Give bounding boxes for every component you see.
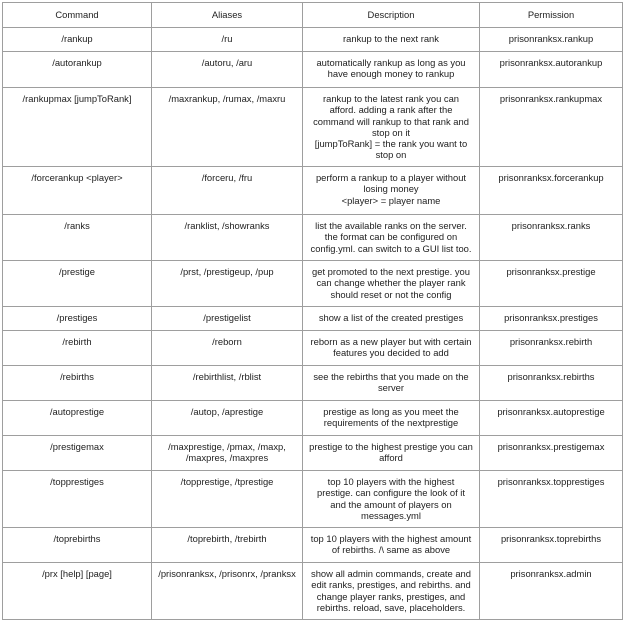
cell-aliases: /maxprestige, /pmax, /maxp, /maxpres, /maxpres: [152, 436, 303, 471]
table-row: [3, 401, 623, 436]
cell-description: prestige to the highest prestige you can afford: [303, 436, 480, 471]
cell-aliases: /toprebirth, /trebirth: [152, 528, 303, 563]
description-main: rankup to the latest rank you can afford. adding a rank after the command will rankup to that rank and stop on it [jumpToRank] = the rank you want to stop on: [313, 93, 469, 161]
cell-command: /autorankup: [3, 52, 152, 88]
cell-aliases: /prestigelist: [152, 307, 303, 331]
description-main: perform a rankup to a player without losing money <player> = player name: [315, 172, 467, 206]
cell-command: /prx [help] [page]: [3, 563, 152, 620]
cell-aliases: /topprestige, /tprestige: [152, 471, 303, 528]
cell-description: see the rebirths that you made on the server: [303, 366, 480, 401]
cell-description: [303, 167, 480, 215]
cell-description: automatically rankup as long as you have enough money to rankup: [303, 52, 480, 88]
cell-description: show a list of the created prestiges: [303, 307, 480, 331]
cell-aliases: /prisonranksx, /prisonrx, /pranksx: [152, 563, 303, 620]
cell-command: /prestige: [3, 261, 152, 307]
table-row: [3, 366, 623, 401]
cell-command: /prestiges: [3, 307, 152, 331]
cell-permission: prisonranksx.prestige: [480, 261, 623, 307]
cell-permission: prisonranksx.rankup: [480, 28, 623, 52]
cell-command: /ranks: [3, 215, 152, 261]
header-aliases: Aliases: [152, 3, 303, 28]
cell-description: top 10 players with the highest prestige. can configure the look of it and the amount of players on messages.yml: [303, 471, 480, 528]
cell-aliases: /autop, /aprestige: [152, 401, 303, 436]
header-description: Description: [303, 3, 480, 28]
cell-aliases: /reborn: [152, 331, 303, 366]
cell-permission: prisonranksx.toprebirths: [480, 528, 623, 563]
cell-description: show all admin commands, create and edit ranks, prestiges, and rebirths. and change player ranks, prestiges, and rebirths. reload, save, placeholders.: [303, 563, 480, 620]
cell-description: reborn as a new player but with certain features you decided to add: [303, 331, 480, 366]
table-row: [3, 436, 623, 471]
cell-permission: prisonranksx.prestigemax: [480, 436, 623, 471]
table-row: [3, 28, 623, 52]
cell-permission: prisonranksx.forcerankup: [480, 167, 623, 215]
cell-command: /forcerankup <player>: [3, 167, 152, 215]
header-command: Command: [3, 3, 152, 28]
header-permission: Permission: [480, 3, 623, 28]
cell-description: list the available ranks on the server. the format can be configured on config.yml. can switch to a GUI list too.: [303, 215, 480, 261]
table-row: [3, 528, 623, 563]
commands-table: [2, 2, 623, 620]
header-row: [3, 3, 623, 28]
cell-aliases: /prst, /prestigeup, /pup: [152, 261, 303, 307]
cell-permission: prisonranksx.autorankup: [480, 52, 623, 88]
table-row: [3, 167, 623, 215]
table-row: [3, 215, 623, 261]
table-row: [3, 307, 623, 331]
table-row: [3, 261, 623, 307]
cell-command: /topprestiges: [3, 471, 152, 528]
cell-command: /rebirth: [3, 331, 152, 366]
cell-permission: prisonranksx.rebirths: [480, 366, 623, 401]
cell-command: /rankupmax [jumpToRank]: [3, 88, 152, 167]
cell-permission: prisonranksx.topprestiges: [480, 471, 623, 528]
cell-permission: prisonranksx.rebirth: [480, 331, 623, 366]
cell-aliases: /autoru, /aru: [152, 52, 303, 88]
cell-aliases: /maxrankup, /rumax, /maxru: [152, 88, 303, 167]
table-row: [3, 52, 623, 88]
cell-aliases: /forceru, /fru: [152, 167, 303, 215]
cell-description: [303, 88, 480, 167]
table-row: [3, 471, 623, 528]
cell-command: /autoprestige: [3, 401, 152, 436]
cell-permission: prisonranksx.prestiges: [480, 307, 623, 331]
cell-aliases: /ru: [152, 28, 303, 52]
cell-command: /prestigemax: [3, 436, 152, 471]
cell-command: /toprebirths: [3, 528, 152, 563]
cell-aliases: /ranklist, /showranks: [152, 215, 303, 261]
cell-permission: prisonranksx.ranks: [480, 215, 623, 261]
cell-description: rankup to the next rank: [303, 28, 480, 52]
cell-aliases: /rebirthlist, /rblist: [152, 366, 303, 401]
cell-description: top 10 players with the highest amount of rebirths. /\ same as above: [303, 528, 480, 563]
cell-description: get promoted to the next prestige. you can change whether the player rank should reset or not the config: [303, 261, 480, 307]
cell-command: /rebirths: [3, 366, 152, 401]
cell-command: /rankup: [3, 28, 152, 52]
table-row: [3, 331, 623, 366]
cell-description: prestige as long as you meet the requirements of the nextprestige: [303, 401, 480, 436]
cell-permission: prisonranksx.autoprestige: [480, 401, 623, 436]
table-row: [3, 563, 623, 620]
cell-permission: prisonranksx.rankupmax: [480, 88, 623, 167]
cell-permission: prisonranksx.admin: [480, 563, 623, 620]
table-row: [3, 88, 623, 167]
